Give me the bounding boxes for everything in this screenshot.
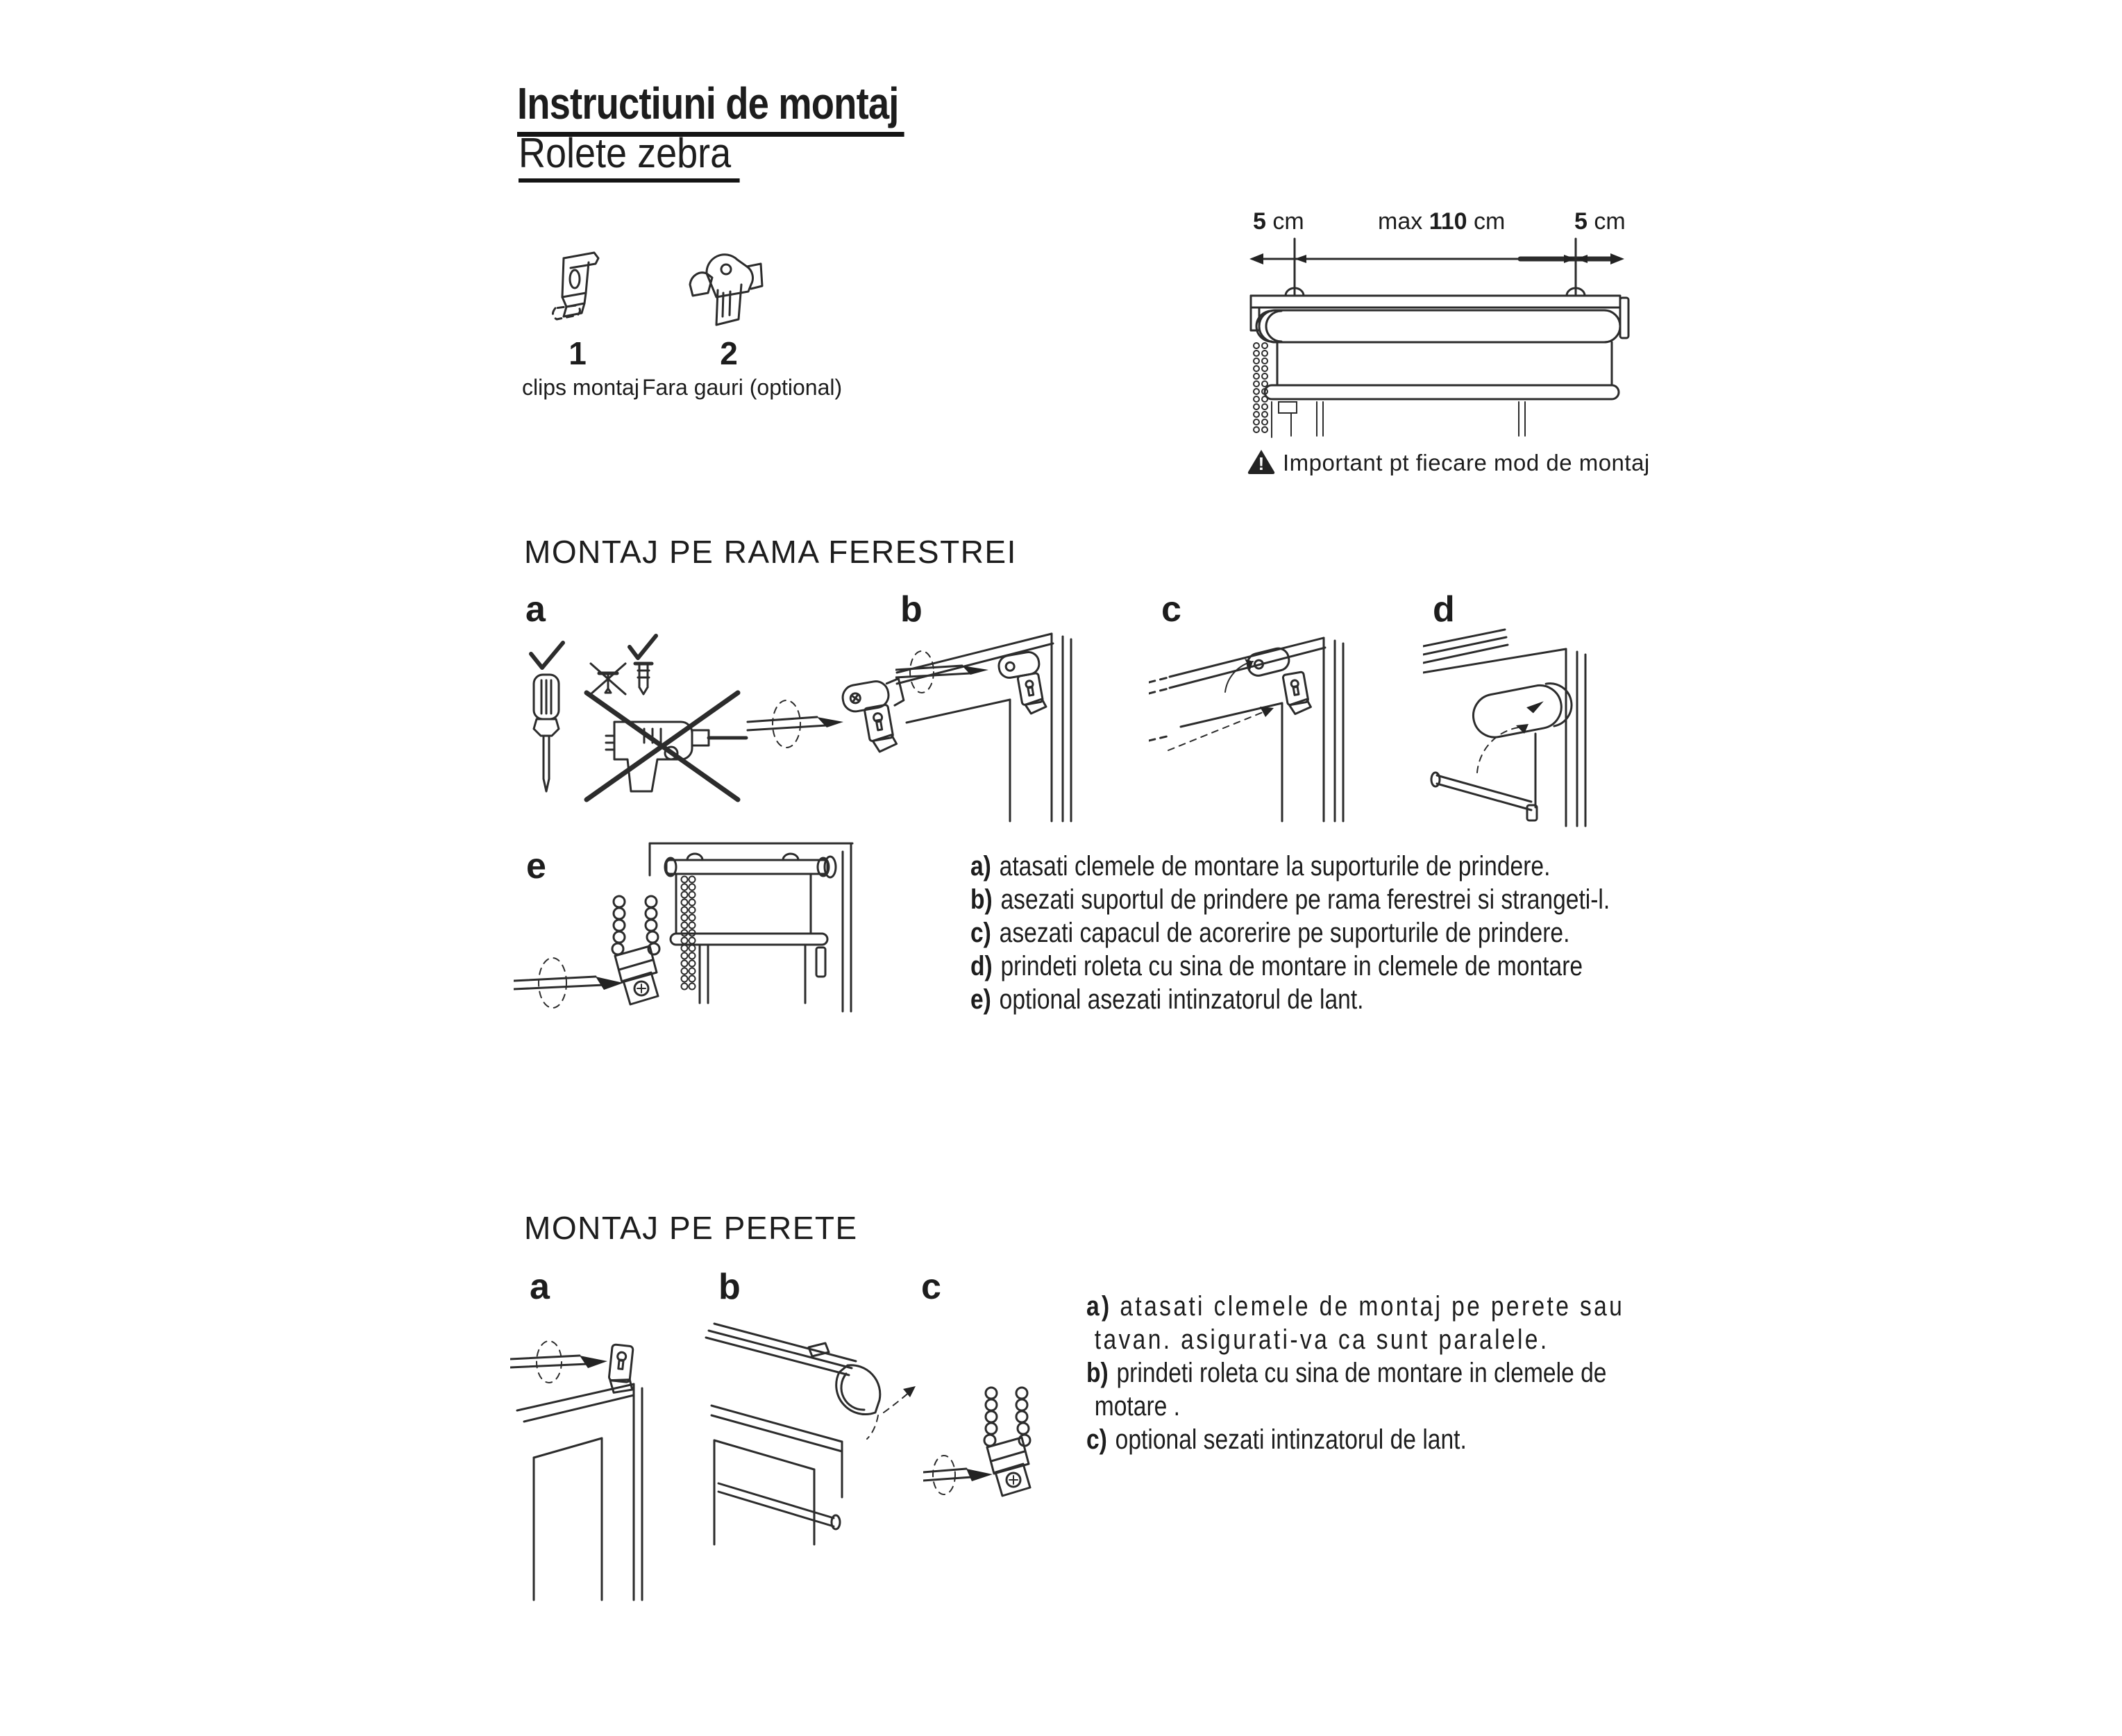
section1-heading: MONTAJ PE RAMA FERESTREI [524,534,1017,570]
warning-glyph: ! [1258,453,1265,474]
instruction-text: asezati suportul de prindere pe rama ferestrei si strangeti-l. [1000,884,1610,915]
instruction-prefix: a) [1086,1291,1112,1322]
window-corner-icon [517,1384,642,1600]
instruction-line [970,916,1610,950]
dim-center-prefix: max [1378,208,1423,235]
instruction-line [970,983,1610,1016]
dim-right-unit: cm [1594,208,1626,235]
screw-icon [635,664,652,694]
window-corner-icon [1149,638,1343,821]
screwdriver-icon [510,1341,607,1383]
dim-left-unit: cm [1272,208,1304,235]
instruction-text: optional asezati intinzatorul de lant. [999,984,1364,1015]
warning-icon [1247,448,1276,475]
instruction-text: prindeti roleta cu sina de montare in clemele de [1116,1358,1607,1388]
chain-icon [984,1388,1030,1446]
dim-right-value: 5 [1574,208,1588,235]
section1-step-c: c [1161,589,1181,630]
section2-step-b: b [718,1267,741,1307]
section1-step-a: a [525,589,546,630]
instruction-line [1086,1356,1624,1390]
instruction-line [970,883,1610,916]
window-corner-icon [897,634,1071,821]
screwdriver-icon [514,958,623,1008]
instruction-line [1086,1423,1624,1456]
instruction-prefix: e) [970,984,991,1015]
no-drill-bracket-icon [680,244,771,331]
instruction-line [970,850,1610,883]
step2a-wall-clip-diagram [510,1340,656,1610]
instruction-prefix: c) [1086,1424,1107,1455]
fabric-icon [711,1406,842,1497]
instruction-prefix: b) [1086,1358,1109,1388]
section2-instructions [1086,1290,1624,1456]
step1d-window-diagram [1423,628,1631,836]
blind-dimension-diagram [1243,229,1631,444]
hanging-blind-icon [1431,734,1537,820]
instruction-prefix: d) [970,951,993,981]
step1a-tools-diagram [517,618,906,833]
screwdriver-icon [923,1456,993,1494]
part1-number: 1 [569,335,587,371]
step1e-installed-window-diagram [646,836,854,1017]
part1-label: clips montaj [522,375,639,400]
instruction-text: asezati capacul de acorerire pe suporturile de prindere. [999,918,1570,948]
instruction-prefix: c) [970,918,991,948]
warning-text: Important pt fiecare mod de montaj [1283,450,1650,475]
step1c-window-diagram [1149,628,1385,829]
window-opening-icon [714,1440,840,1544]
section2-heading: MONTAJ PE PERETE [524,1210,858,1246]
section1-step-b: b [900,589,923,630]
instruction-line [1086,1323,1624,1356]
bracket-plate-icon [1283,671,1312,715]
dim-center-unit: cm [1474,208,1506,235]
instruction-text: motare . [1094,1391,1181,1422]
check-icon [630,636,656,658]
instruction-line [970,950,1610,983]
part2-label: Fara gauri (optional) [642,375,843,400]
instruction-text: atasati clemele de montare la suporturile de prindere. [999,851,1551,882]
section1-step-d: d [1433,589,1455,630]
instruction-prefix: b) [970,884,993,915]
window-corner-icon [1423,630,1585,826]
instruction-line [1086,1290,1624,1323]
clip-part-icon [543,248,612,332]
instruction-text: prindeti roleta cu sina de montare in clemele de montare [1000,951,1583,981]
screwdriver-into-clip-icon [748,677,906,756]
headrail-icon [706,1324,856,1375]
instruction-prefix: a) [970,851,991,882]
no-screw-icon [591,664,625,694]
section2-step-c: c [921,1267,941,1307]
instruction-text: atasati clemele de montaj pe perete sau [1120,1291,1625,1322]
section1-step-e: e [526,846,546,886]
page-subtitle [519,129,764,183]
dashed-arrow-icon [1168,710,1268,750]
section1-instructions [970,850,1610,1016]
section2-step-a: a [530,1267,550,1307]
clip-on-frame-icon [997,650,1047,718]
step2b-attach-roller-diagram [705,1322,941,1551]
dim-left-value: 5 [1253,208,1266,235]
part2-number: 2 [720,335,738,371]
window-frame-icon [650,843,852,1011]
instruction-line [1086,1390,1624,1423]
step2c-chain-tensioner-diagram [923,1385,1083,1537]
dim-center-value: 110 [1429,208,1467,235]
screwdriver-icon [534,675,559,791]
instruction-text: tavan. asigurati-va ca sunt paralele. [1094,1324,1549,1355]
step1b-window-diagram [895,628,1111,829]
page-title [517,78,972,137]
page-subtitle-line: Rolete zebra [519,129,740,183]
instruction-text: optional sezati intinzatorul de lant. [1115,1424,1467,1455]
page-title-line1: Instructiuni de montaj [517,78,904,137]
no-drill-icon [587,693,746,800]
tensioner-bracket-icon [987,1438,1030,1496]
check-icon [531,643,563,668]
